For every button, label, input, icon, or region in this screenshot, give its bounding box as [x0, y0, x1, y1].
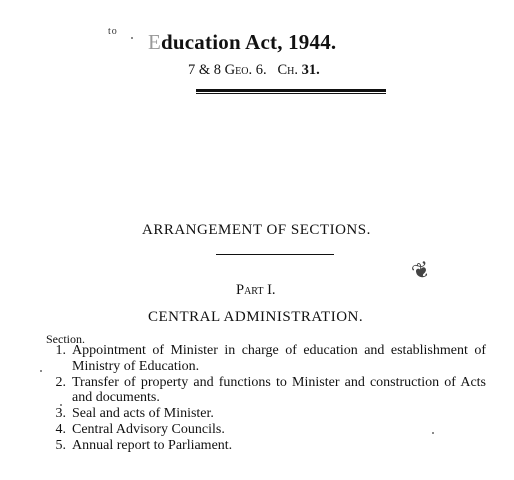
- part-label-text: Part I.: [236, 282, 276, 298]
- section-title: Appointment of Minister in charge of education and establishment of Ministry of Education.: [72, 343, 486, 374]
- section-item: [46, 406, 486, 422]
- document-title: [148, 30, 336, 55]
- section-number: 2.: [55, 374, 66, 390]
- title-text: ducation Act, 1944.: [161, 30, 337, 54]
- paper-speck: [131, 37, 133, 39]
- title-rule-thick: [196, 89, 386, 92]
- section-number: 5.: [55, 437, 66, 453]
- chapter-number: 31.: [301, 62, 320, 78]
- paper-speck: [40, 370, 42, 372]
- section-item: [46, 438, 486, 454]
- paper-speck: [432, 432, 434, 434]
- margin-annotation: to: [108, 26, 118, 37]
- chapter-label: Ch.: [277, 62, 298, 78]
- section-column-label: Section.: [46, 332, 85, 346]
- paper-speck: [60, 404, 62, 406]
- printers-mark-icon: ❦: [408, 255, 434, 286]
- title-rule-thin: [196, 93, 386, 94]
- title-faded-initial: E: [148, 30, 162, 54]
- section-title: Annual report to Parliament.: [72, 437, 233, 453]
- part-label: [236, 282, 276, 299]
- section-title: Transfer of property and functions to Minister and construction of Acts and documents.: [72, 374, 486, 406]
- section-item: [46, 343, 486, 375]
- part-heading: CENTRAL ADMINISTRATION.: [148, 309, 364, 325]
- section-number: 4.: [55, 421, 66, 437]
- arrangement-rule: [216, 254, 334, 255]
- regnal-year: 7 & 8 Geo. 6.: [188, 62, 267, 78]
- section-number: 3.: [55, 406, 66, 422]
- section-number: 1.: [55, 343, 66, 358]
- sections-list: [46, 343, 486, 454]
- section-item: [46, 422, 486, 438]
- document-subtitle: [188, 62, 320, 79]
- section-title: Central Advisory Councils.: [72, 421, 225, 437]
- section-item: [46, 375, 486, 407]
- section-title: Seal and acts of Minister.: [72, 406, 214, 422]
- arrangement-heading: ARRANGEMENT OF SECTIONS.: [142, 222, 371, 238]
